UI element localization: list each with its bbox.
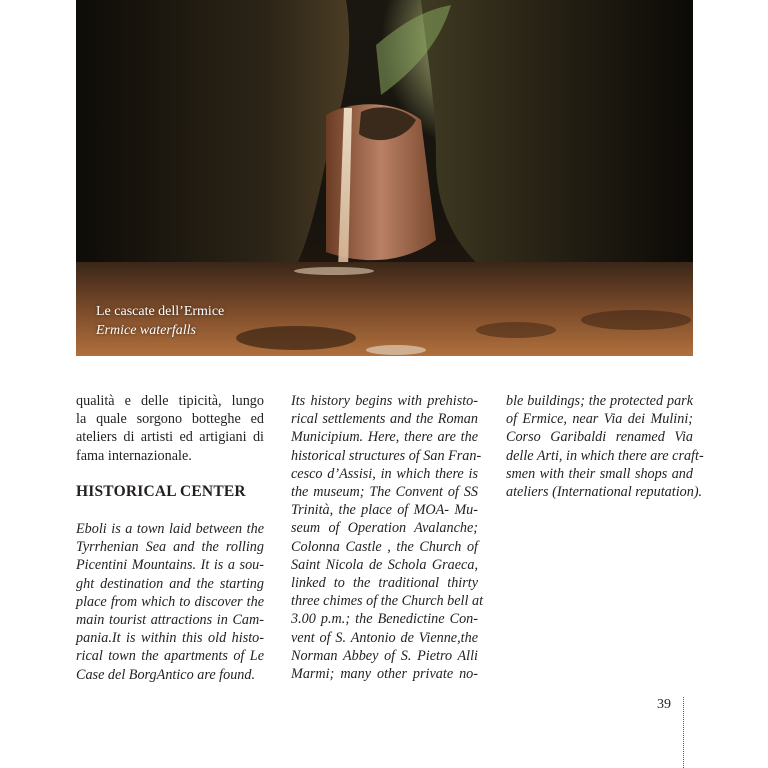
text-line: ght destination and the starting xyxy=(76,575,264,592)
text-line: fama internazionale. xyxy=(76,447,192,464)
column-1-intro xyxy=(76,392,264,465)
text-line: la quale sorgono botteghe ed xyxy=(76,411,264,428)
text-line: rical settlements and the Roman xyxy=(291,411,478,428)
text-line: delle Arti, in which there are craft- xyxy=(506,447,704,464)
text-line: ateliers (International reputation). xyxy=(506,484,703,501)
text-line: Norman Abbey of S. Pietro Alli xyxy=(291,647,478,664)
text-line: qualità e delle tipicità, lungo xyxy=(76,393,264,409)
text-line: Picentini Mountains. It is a sou- xyxy=(76,557,264,574)
column-1-body xyxy=(76,520,264,684)
text-line: Saint Nicola de Schola Graeca, xyxy=(291,556,478,573)
text-line: seum of Operation Avalanche; xyxy=(291,520,478,537)
text-line: the museum; The Convent of SS xyxy=(291,484,478,501)
text-line: vent of S. Antonio de Vienne,the xyxy=(291,629,478,646)
text-line: Municipium. Here, there are the xyxy=(291,429,478,446)
text-line: of Ermice, near Via dei Mulini; xyxy=(506,411,693,428)
page-edge-dotted-line xyxy=(683,697,684,768)
column-3 xyxy=(506,392,704,501)
text-line: ble buildings; the protected park xyxy=(506,393,693,409)
text-line: Colonna Castle , the Church of xyxy=(291,538,478,555)
text-line: Trinità, the place of MOA- Mu- xyxy=(291,502,478,519)
text-line: Tyrrhenian Sea and the rolling xyxy=(76,539,264,556)
text-line: pania.It is within this old histo- xyxy=(76,630,264,647)
text-line: Marmi; many other private no- xyxy=(291,666,478,683)
text-line: historical structures of San Fran- xyxy=(291,447,482,464)
text-line: Its history begins with prehisto- xyxy=(291,393,478,409)
caption-english: Ermice waterfalls xyxy=(96,323,196,338)
photo-caption xyxy=(96,302,224,340)
text-line: ateliers di artisti ed artigiani di xyxy=(76,429,264,446)
text-line: smen with their small shops and xyxy=(506,465,693,482)
waterfall-photo xyxy=(76,0,693,356)
text-line: cesco d’Assisi, in which there is xyxy=(291,465,478,482)
section-heading: HISTORICAL CENTER xyxy=(76,483,246,500)
text-line: rical town the apartments of Le xyxy=(76,648,264,665)
text-line: Eboli is a town laid between the xyxy=(76,521,264,537)
text-line: 3.00 p.m.; the Benedictine Con- xyxy=(291,611,478,628)
text-line: main tourist attractions in Cam- xyxy=(76,612,264,629)
text-line: Corso Garibaldi renamed Via xyxy=(506,429,693,446)
text-line: three chimes of the Church bell at xyxy=(291,593,484,610)
text-line: place from which to discover the xyxy=(76,593,264,610)
text-line: Case del BorgAntico are found. xyxy=(76,666,256,683)
page-number: 39 xyxy=(657,697,671,712)
text-line: linked to the traditional thirty xyxy=(291,575,478,592)
caption-italian: Le cascate dell’Ermice xyxy=(96,304,225,319)
column-2 xyxy=(291,392,484,683)
